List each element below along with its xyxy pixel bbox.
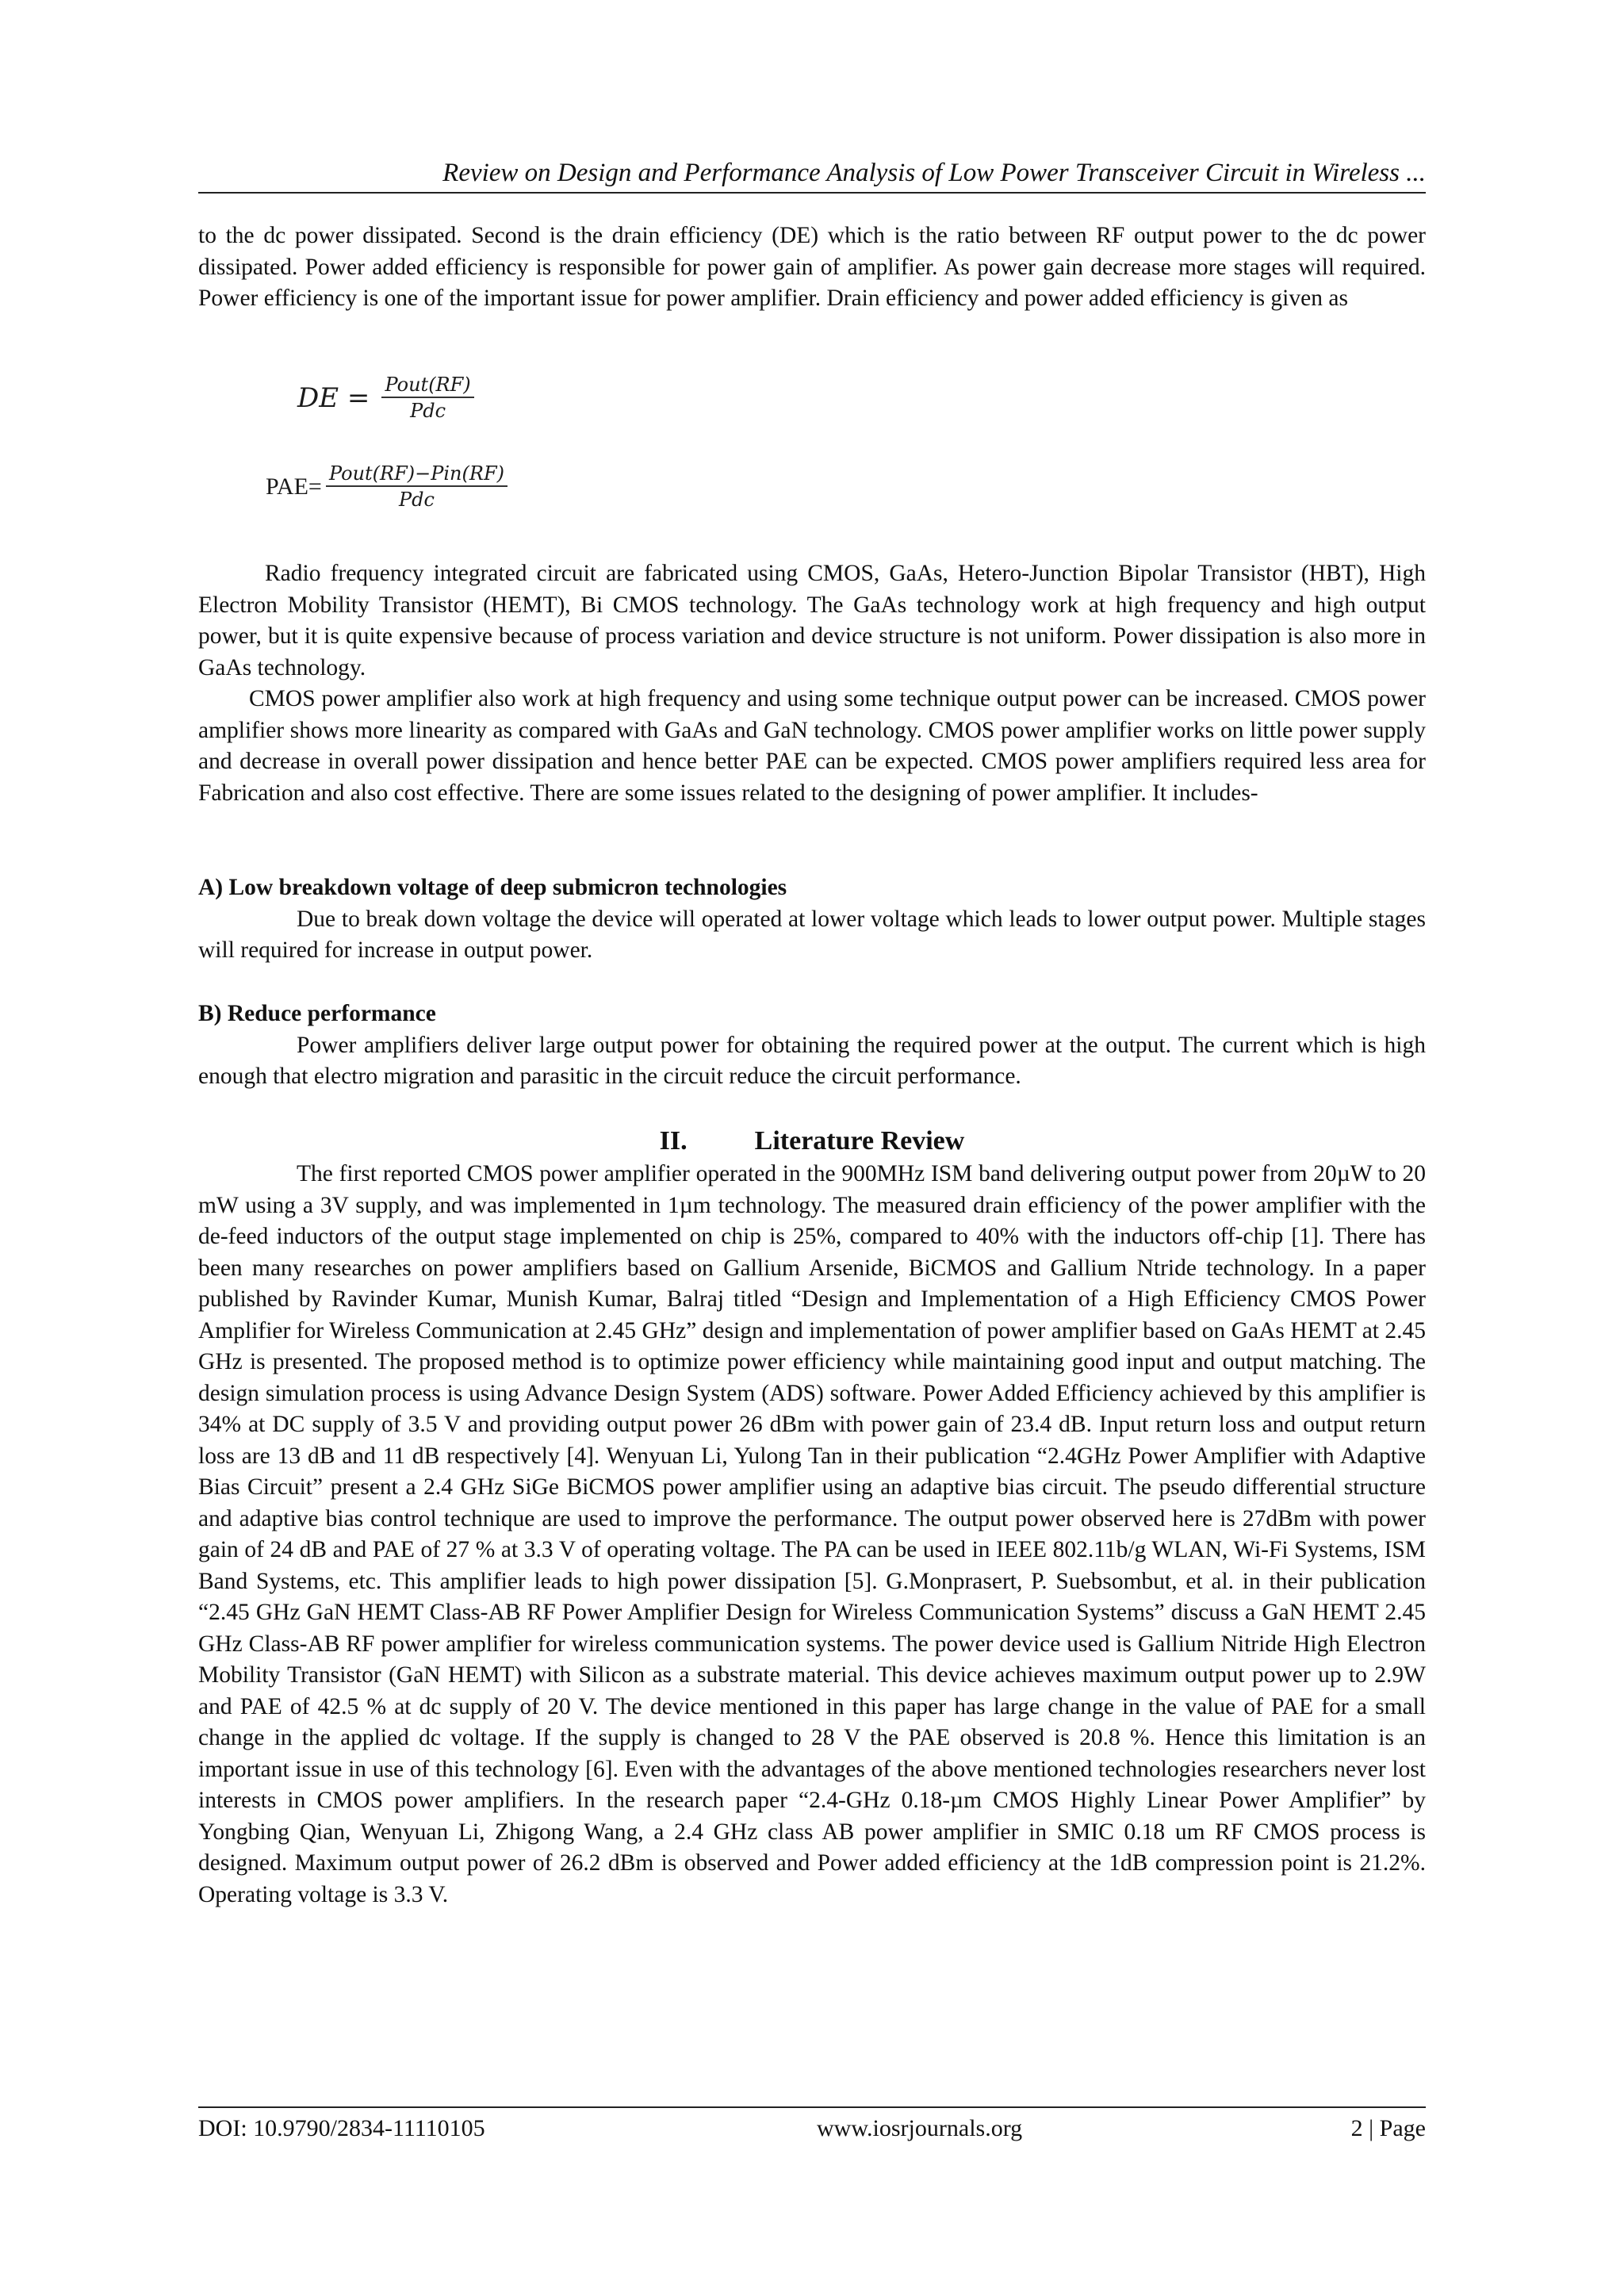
issue-b-block (198, 999, 1426, 1093)
section-number: II. (659, 1126, 688, 1156)
issue-a-heading: A) Low breakdown voltage of deep submicron technologies (198, 875, 787, 900)
de-denominator: Pdc (410, 400, 446, 422)
footer-doi: DOI: 10.9790/2834-11110105 (198, 2115, 485, 2141)
body-block-1 (198, 558, 1426, 809)
de-formula (297, 373, 474, 424)
pae-formula (266, 462, 508, 512)
de-fraction (381, 373, 473, 424)
footer-rule (198, 2106, 1426, 2108)
footer-website: www.iosrjournals.org (817, 2115, 1023, 2141)
section-title: Literature Review (754, 1126, 965, 1156)
running-header: Review on Design and Performance Analysis of Low Power Transceiver Circuit in Wireless ... (442, 159, 1426, 187)
de-numerator: Pout(RF) (381, 373, 473, 398)
section-heading (198, 1124, 1426, 1159)
header-rule (198, 192, 1426, 194)
pae-formula-lhs: PAE= (266, 473, 322, 500)
issue-a-text: Due to break down voltage the device will operated at lower voltage which leads to lower output power. Multiple stages will required for increase in output power. (198, 906, 1426, 963)
literature-review-text: The first reported CMOS power amplifier operated in the 900MHz ISM band delivering output power from 20µW to 20 mW using a 3V supply, and was implemented in 1µm technology. The measured drain efficiency of the power amplifier with the de-feed inductors of the output stage implemented on chip is 25%, compared to 40% with the inductors off-chip [1]. There has been many researches on power amplifiers based on Gallium Arsenide, BiCMOS and Gallium Ntride technology. In a paper published by Ravinder Kumar, Munish Kumar, Balraj titled “Design and Implementation of a High Efficiency CMOS Power Amplifier for Wireless Communication at 2.45 GHz” design and implementation of power amplifier based on GaAs HEMT at 2.45 GHz is presented. The proposed method is to optimize power efficiency while maintaining good input and output matching. The design simulation process is using Advance Design System (ADS) software. Power Added Efficiency achieved by this amplifier is 34% at DC supply of 3.5 V and providing output power 26 dBm with power gain of 23.4 dB. Input return loss and output return loss are 13 dB and 11 dB respectively [4]. Wenyuan Li, Yulong Tan in their publication “2.4GHz Power Amplifier with Adaptive Bias Circuit” present a 2.4 GHz SiGe BiCMOS power amplifier using an adaptive bias circuit. The pseudo differential structure and adaptive bias control technique are used to improve the performance. The output power observed here is 27dBm with power gain of 24 dB and PAE of 27 % at 3.3 V of operating voltage. The PA can be used in IEEE 802.11b/g WLAN, Wi-Fi Systems, ISM Band Systems, etc. This amplifier leads to high power dissipation [5]. G.Monprasert, P. Suebsombut, et al. in their publication “2.45 GHz GaN HEMT Class-AB RF Power Amplifier Design for Wireless Communication Systems” discuss a GaN HEMT 2.45 GHz Class-AB RF power amplifier for wireless communication systems. The power device used is Gallium Nitride High Electron Mobility Transistor (GaN HEMT) with Silicon as a substrate material. This device achieves maximum output power up to 2.9W and PAE of 42.5 % at dc supply of 20 V. The device mentioned in this paper has large change in the value of PAE for a small change in the applied dc voltage. If the supply is changed to 28 V the PAE observed is 20.8 %. Hence this limitation is an important issue in use of this technology [6]. Even with the advantages of the above mentioned technologies researchers never lost interests in CMOS power amplifiers. In the research paper “2.4-GHz 0.18-µm CMOS Highly Linear Power Amplifier” by Yongbing Qian, Wenyuan Li, Zhigong Wang, a 2.4 GHz class AB power amplifier in SMIC 0.18 um RF CMOS process is designed. Maximum output power of 26.2 dBm is observed and Power added efficiency at the 1dB compression point is 21.2%. Operating voltage is 3.3 V. (198, 1161, 1426, 1907)
pae-denominator: Pdc (398, 489, 435, 511)
de-formula-lhs: DE = (297, 382, 370, 414)
issue-b-heading: B) Reduce performance (198, 1001, 436, 1026)
page-footer (198, 2113, 1426, 2145)
rfic-paragraph: Radio frequency integrated circuit are fabricated using CMOS, GaAs, Hetero-Junction Bipolar Transistor (HBT), High Electron Mobility Transistor (HEMT), Bi CMOS technology. The GaAs technology work at high frequency and high output power, but it is quite expensive because of process variation and device structure is not uniform. Power dissipation is also more in GaAs technology. (198, 561, 1426, 680)
footer-page-number: 2 | Page (1350, 2115, 1426, 2141)
cmos-paragraph: CMOS power amplifier also work at high frequency and using some technique output power can be increased. CMOS power amplifier shows more linearity as compared with GaAs and GaN technology. CMOS power amplifier works on little power supply and decrease in overall power dissipation and hence better PAE can be expected. CMOS power amplifiers required less area for Fabrication and also cost effective. There are some issues related to the designing of power amplifier. It includes- (198, 686, 1426, 806)
intro-paragraph: to the dc power dissipated. Second is the drain efficiency (DE) which is the ratio between RF output power to the dc power dissipated. Power added efficiency is responsible for power gain of amplifier. As power gain decrease more stages will required. Power efficiency is one of the important issue for power amplifier. Drain efficiency and power added efficiency is given as (198, 223, 1426, 311)
pae-fraction (326, 462, 508, 512)
intro-block (198, 220, 1426, 315)
issue-b-text: Power amplifiers deliver large output power for obtaining the required power at the output. The current which is high enough that electro migration and parasitic in the circuit reduce the circuit performance. (198, 1032, 1426, 1089)
literature-review-block (198, 1159, 1426, 1911)
pae-numerator: Pout(RF)−Pin(RF) (326, 462, 508, 487)
issue-a-block (198, 872, 1426, 967)
